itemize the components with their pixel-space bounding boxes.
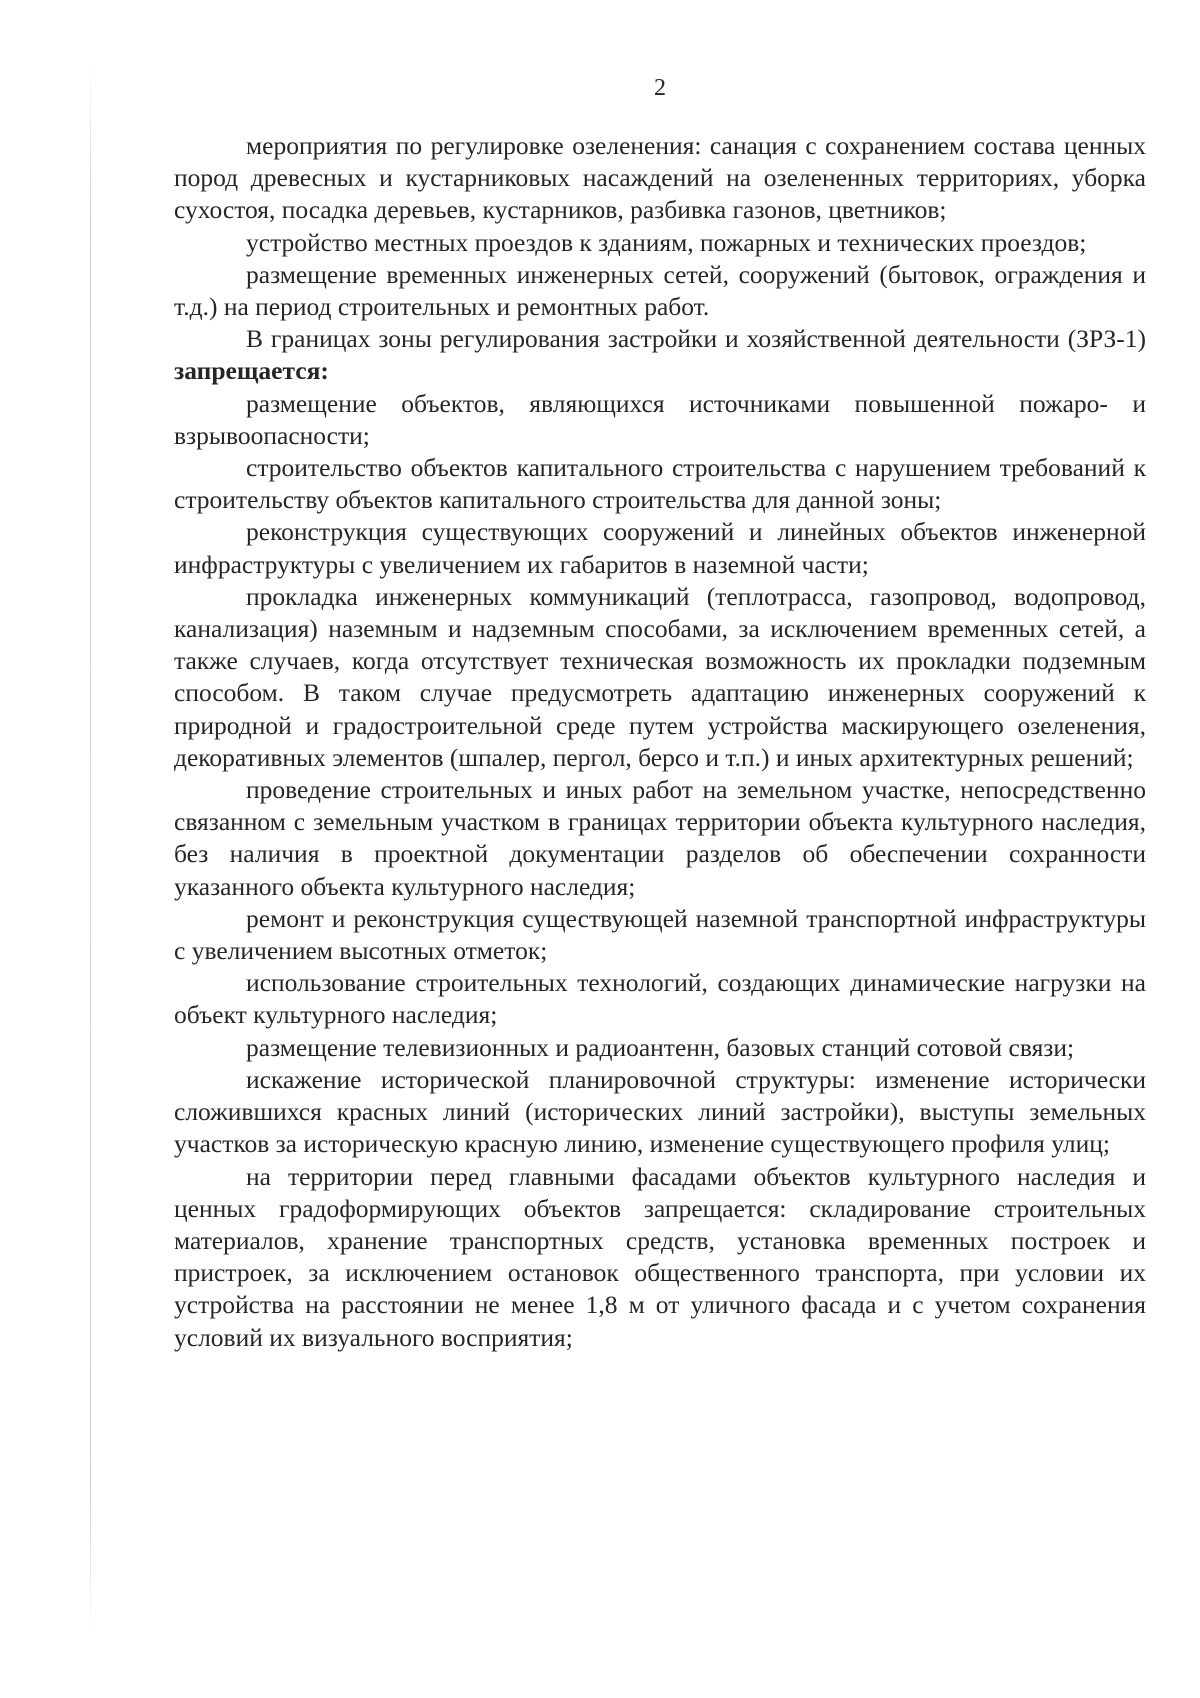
paragraph: размещение телевизионных и радиоантенн, базовых станций сотовой связи; bbox=[246, 1032, 1075, 1062]
paragraph: искажение исторической планировочной структуры: изменение исторически сложившихся красных линий (исторических линий застройки), выступы земельных участков за историческую красную линию, изменение существующего профиля улиц; bbox=[174, 1064, 1146, 1159]
paragraph: В границах зоны регулирования застройки и хозяйственной деятельности (ЗРЗ-1) запрещается: bbox=[174, 324, 1146, 386]
paragraph: ремонт и реконструкция существующей наземной транспортной инфраструктуры с увеличением высотных отметок; bbox=[174, 903, 1146, 966]
paragraph: реконструкция существующих сооружений и линейных объектов инженерной инфраструктуры с увеличением их габаритов в наземной части; bbox=[174, 517, 1146, 579]
paragraph: мероприятия по регулировке озеленения: санация с сохранением состава ценных пород древесных и кустарниковых насаждений на озелененных территориях, уборка сухостоя, посадка деревьев, кустарников, разбивка газонов, цветников; bbox=[174, 131, 1146, 225]
paragraph: строительство объектов капитального строительства с нарушением требований к строительству объектов капитального строительства для данной зоны; bbox=[174, 453, 1146, 515]
page-number: 2 bbox=[654, 75, 666, 101]
paragraph: на территории перед главными фасадами объектов культурного наследия и ценных градоформирующих объектов запрещается: складирование строительных материалов, хранение транспортных средств, установка временных построек и пристроек, за исключением остановок общественного транспорта, при условии их устройства на расстоянии не менее 1,8 м от уличного фасада и с учетом сохранения условий их визуального восприятия; bbox=[174, 1161, 1146, 1352]
document-body bbox=[174, 130, 1146, 1354]
paragraph: проведение строительных и иных работ на земельном участке, непосредственно связанном с земельным участком в границах территории объекта культурного наследия, без наличия в проектной документации разделов об обеспечении сохранности указанного объекта культурного наследия; bbox=[174, 775, 1146, 901]
paragraph: прокладка инженерных коммуникаций (теплотрасса, газопровод, водопровод, канализация) наземным и надземным способами, за исключением временных сетей, а также случаев, когда отсутствует техническая возможность их прокладки подземным способом. В таком случае предусмотреть адаптацию инженерных сооружений к природной и градостроительной среде путем устройства маскирующего озеленения, декоративных элементов (шпалер, пергол, берсо и т.п.) и иных архитектурных решений; bbox=[174, 581, 1146, 772]
paragraph: использование строительных технологий, создающих динамические нагрузки на объект культурного наследия; bbox=[174, 968, 1146, 1030]
page-edge-line bbox=[90, 60, 91, 1640]
paragraph: устройство местных проездов к зданиям, пожарных и технических проездов; bbox=[246, 227, 1087, 257]
emphasis-text: запрещается: bbox=[174, 356, 329, 386]
paragraph: размещение временных инженерных сетей, сооружений (бытовок, ограждения и т.д.) на период строительных и ремонтных работ. bbox=[174, 259, 1146, 322]
paragraph: размещение объектов, являющихся источниками повышенной пожаро- и взрывоопасности; bbox=[174, 388, 1146, 450]
